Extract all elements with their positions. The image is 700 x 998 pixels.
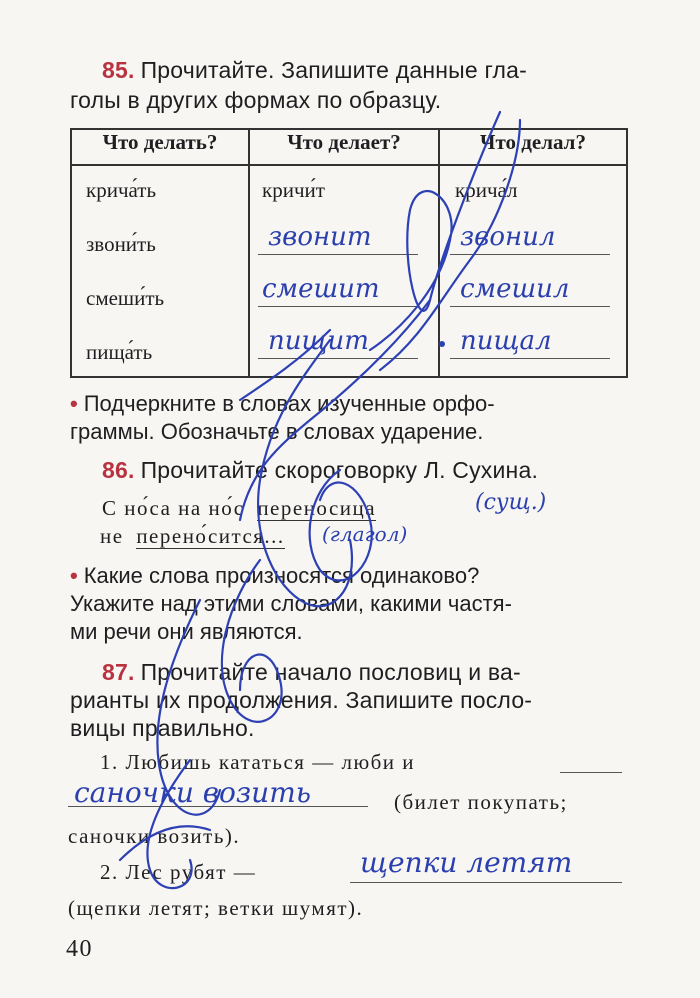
handwritten-answer-1: саночки возить	[74, 776, 312, 809]
page-number: 40	[66, 936, 93, 962]
exercise-86-heading	[102, 456, 538, 485]
proverb-1-options: (билет покупать;	[394, 790, 568, 814]
table-header-present: Что делает?	[249, 129, 439, 165]
exercise-86-task-1: • Какие слова произносятся одинаково?	[70, 563, 480, 588]
handwritten-part-of-speech: (глагол)	[322, 522, 408, 546]
exercise-87-text-1: Прочитайте начало пословиц и ва-	[140, 659, 521, 685]
exercise-85-number: 85.	[102, 57, 135, 83]
exercise-86-number: 86.	[102, 457, 135, 483]
proverb-1-options-end: саночки возить).	[68, 824, 241, 848]
bullet-icon: •	[70, 563, 78, 588]
handwritten-past-form: пищал	[460, 326, 552, 356]
exercise-86-task-3: ми речи они являются.	[70, 619, 303, 644]
handwritten-part-of-speech: (сущ.)	[475, 490, 547, 515]
exercise-87-heading	[102, 658, 521, 687]
answer-line	[450, 254, 610, 255]
handwritten-present-form: смешит	[262, 274, 380, 304]
handwritten-present-form: пищит	[268, 326, 369, 356]
exercise-85-text-2: голы в других формах по образцу.	[70, 87, 442, 113]
exercise-85-text-1: Прочитайте. Запишите данные гла-	[140, 57, 528, 83]
underlined-word: перено́сится...	[136, 524, 285, 548]
tongue-twister-line-1: С но́са на но́с переносица	[102, 496, 377, 520]
answer-line	[450, 306, 610, 307]
exercise-87-text-2: рианты их продолжения. Запишите посло-	[70, 687, 533, 713]
answer-line	[258, 358, 418, 359]
proverb-1-start: 1. Любишь кататься — люби и	[100, 750, 416, 774]
handwritten-past-form: смешил	[460, 274, 570, 304]
bullet-icon: •	[70, 391, 78, 416]
answer-line	[258, 306, 418, 307]
infinitive-word: смеши́ть	[86, 286, 165, 310]
exercise-85-task-1: • Подчеркните в словах изученные орфо-	[70, 391, 495, 416]
infinitive-word: крича́ть	[86, 178, 157, 202]
answer-line	[560, 772, 622, 773]
present-form-example: кричи́т	[262, 178, 325, 202]
infinitive-word: звони́ть	[86, 232, 156, 256]
table-header-past: Что делал?	[439, 129, 627, 165]
exercise-85-heading	[102, 56, 527, 85]
handwritten-present-form: звонит	[268, 222, 372, 252]
exercise-86-task-2: Укажите над этими словами, какими частя-	[70, 591, 512, 616]
handwritten-answer-2: щепки летят	[360, 846, 573, 879]
answer-line	[258, 254, 418, 255]
exercise-87-number: 87.	[102, 659, 135, 685]
exercise-87-text-3: вицы правильно.	[70, 715, 255, 741]
underlined-word: переносица	[257, 496, 377, 520]
handwritten-past-form: звонил	[460, 222, 556, 252]
exercise-86-text: Прочитайте скороговорку Л. Сухина.	[140, 457, 539, 483]
exercise-85-task-2: граммы. Обозначьте в словах ударение.	[70, 419, 484, 444]
infinitive-word: пища́ть	[86, 340, 153, 364]
proverb-2-start: 2. Лес рубят —	[100, 860, 257, 884]
tongue-twister-line-2: не перено́сится...	[100, 524, 285, 548]
proverb-2-options: (щепки летят; ветки шумят).	[68, 896, 364, 920]
answer-line	[450, 358, 610, 359]
table-header-infinitive: Что делать?	[71, 129, 249, 165]
answer-line	[350, 882, 622, 883]
past-form-example: крича́л	[455, 178, 518, 202]
